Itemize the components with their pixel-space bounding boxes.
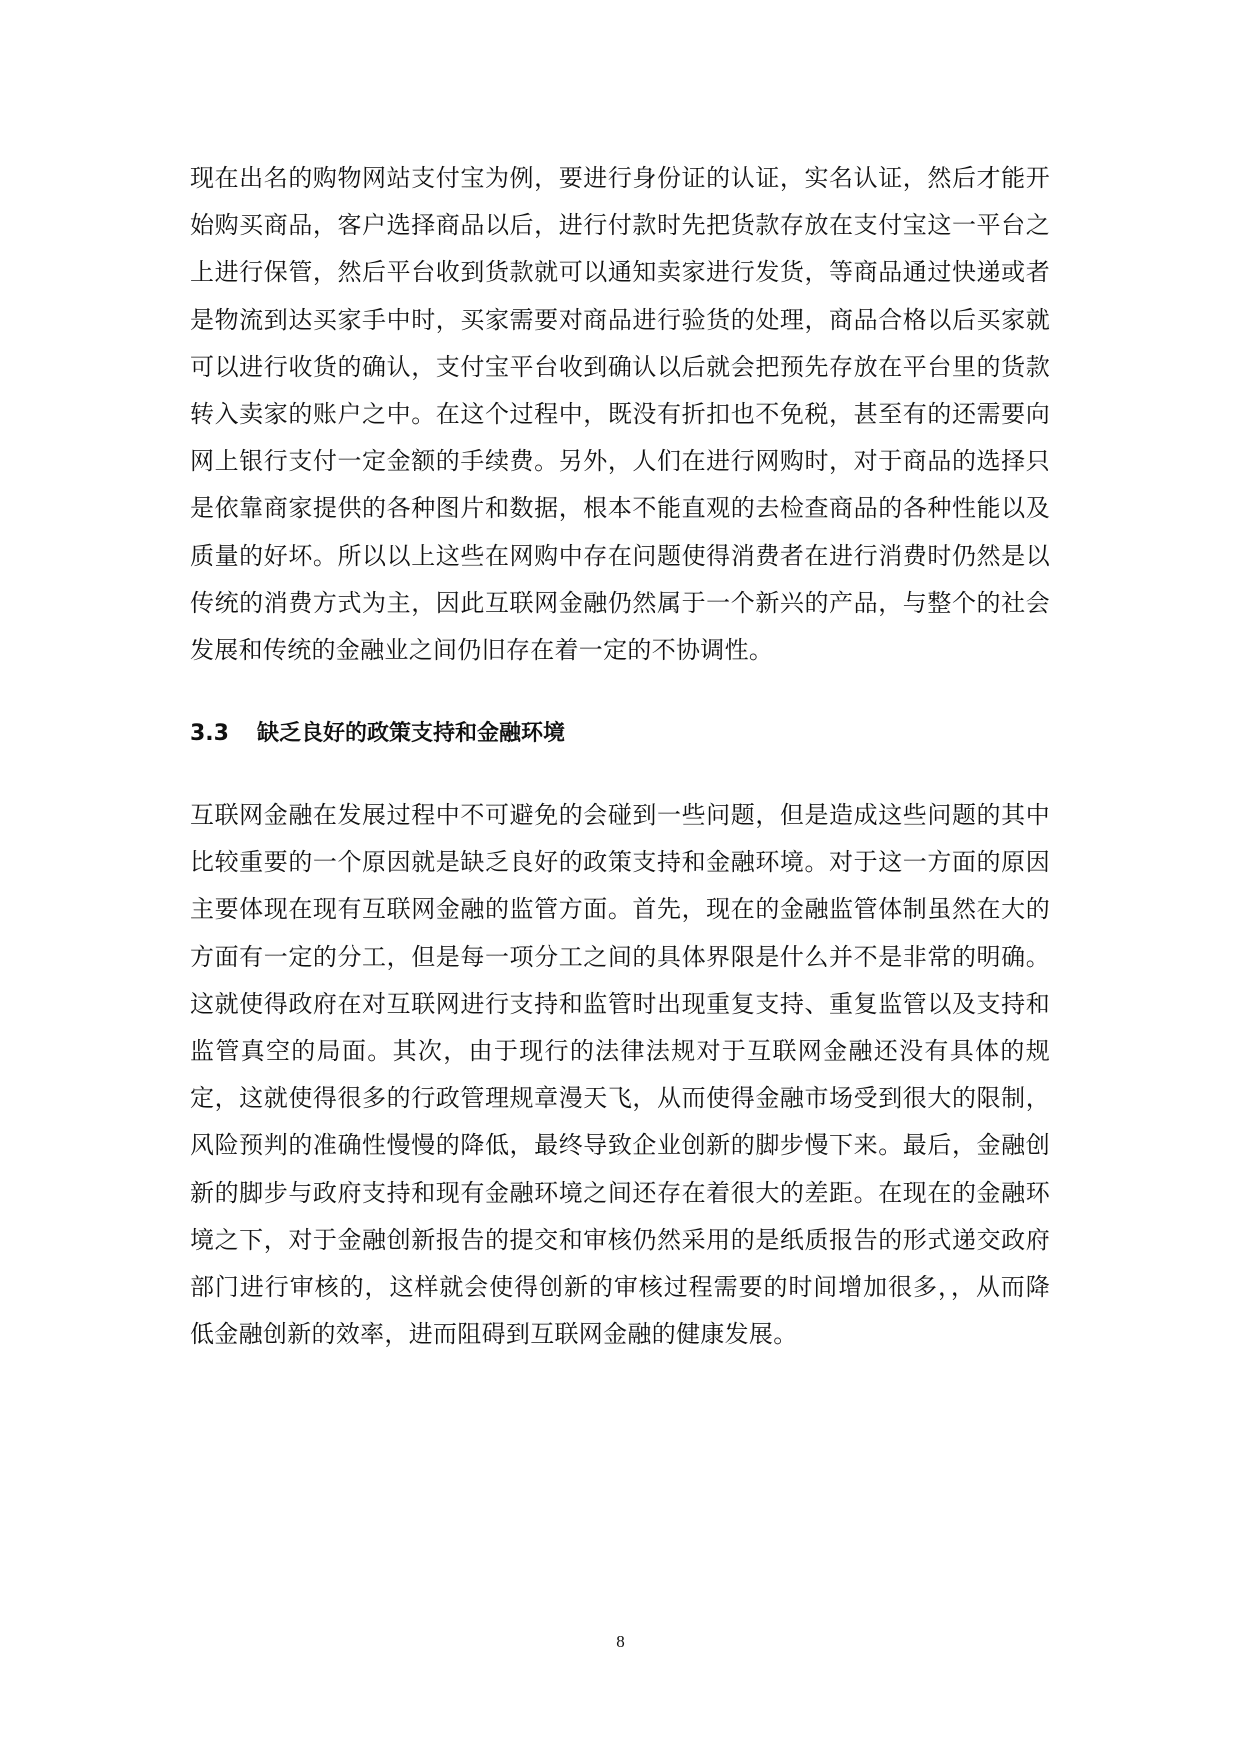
body-paragraph-2: 互联网金融在发展过程中不可避免的会碰到一些问题，但是造成这些问题的其中比较重要的一个原因就是缺乏良好的政策支持和金融环境。对于这一方面的原因主要体现在现有互联网金融的监管方面。首先，现在的金融监管体制虽然在大的方面有一定的分工，但是每一项分工之间的具体界限是什么并不是非常的明确。这就使得政府在对互联网进行支持和监管时出现重复支持、重复监管以及支持和监管真空的局面。其次，由于现行的法律法规对于互联网金融还没有具体的规定，这就使得很多的行政管理规章漫天飞，从而使得金融市场受到很大的限制，风险预判的准确性慢慢的降低，最终导致企业创新的脚步慢下来。最后，金融创新的脚步与政府支持和现有金融环境之间还存在着很大的差距。在现在的金融环境之下，对于金融创新报告的提交和审核仍然采用的是纸质报告的形式递交政府部门进行审核的，这样就会使得创新的审核过程需要的时间增加很多，，从而降低金融创新的效率，进而阻碍到互联网金融的健康发展。 — [190, 801, 1050, 1349]
body-paragraph-1: 现在出名的购物网站支付宝为例，要进行身份证的认证，实名认证，然后才能开始购买商品，客户选择商品以后，进行付款时先把货款存放在支付宝这一平台之上进行保管，然后平台收到货款就可以通知卖家进行发货，等商品通过快递或者是物流到达买家手中时，买家需要对商品进行验货的处理，商品合格以后买家就可以进行收货的确认，支付宝平台收到确认以后就会把预先存放在平台里的货款转入卖家的账户之中。在这个过程中，既没有折扣也不免税，甚至有的还需要向网上银行支付一定金额的手续费。另外，人们在进行网购时，对于商品的选择只是依靠商家提供的各种图片和数据，根本不能直观的去检查商品的各种性能以及质量的好坏。所以以上这些在网购中存在问题使得消费者在进行消费时仍然是以传统的消费方式为主，因此互联网金融仍然属于一个新兴的产品，与整个的社会发展和传统的金融业之间仍旧存在着一定的不协调性。 — [190, 164, 1050, 665]
section-number: 3.3 — [190, 721, 229, 746]
page-number: 8 — [616, 1632, 625, 1651]
section-heading — [190, 719, 565, 749]
section-title: 缺乏良好的政策支持和金融环境 — [256, 721, 565, 746]
